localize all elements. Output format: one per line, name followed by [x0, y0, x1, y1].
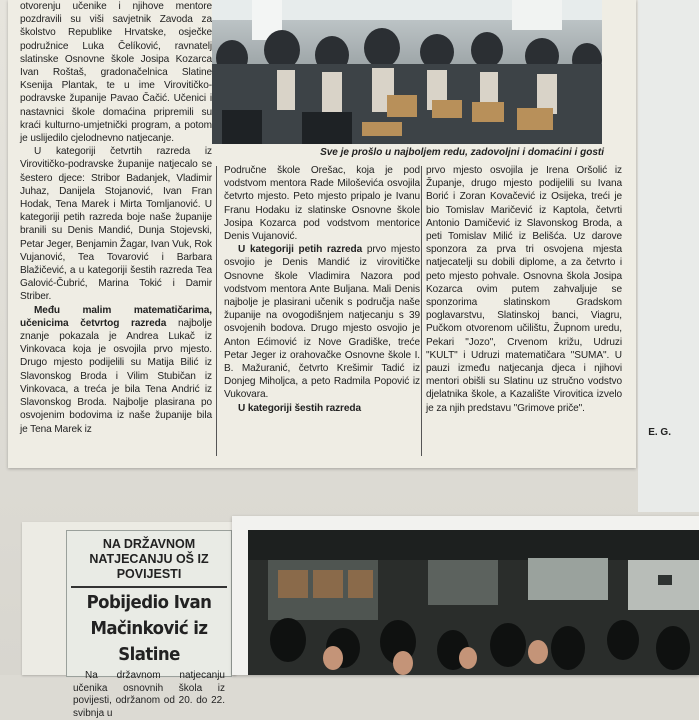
- article-paragraph: Područne škole Orešac, koja je pod vodstvom mentora Rade Miloševića osvojila četvrto mjesto. Peto mjesto pripalo je Ivanu Franu Hodaku iz slatinske Osnovne škole Josipa Kozarca pod vodstvom mentorice Denis Vujanović.: [224, 165, 420, 243]
- subheading: Među malim matematičarima, učenicima četvrtog razreda: [20, 304, 212, 329]
- article-paragraph: prvo mjesto osvojila je Irena Oršolić iz Županje, drugo mjesto podijelili su Ivana Borić i Zoran Kovačević iz Osijeka, treći je bio Tomislav Maričević iz Kaptola, četvrti Antonio Damičević iz Slavonskog Broda, a peti Tomislav Milić iz Belišća. Uz darove sponzora za prva tri osvojena mjesta natjecatelji su dobili diplome, a za četvrto i peto mjesto pohvale. Osnovna škola Josipa Kozarca ovim putem zahvaljuje se sponzorima slatinskom Gradskom poglavarstvu, Slatinskoj banci, Viagru, Pučkom otvorenom učilištu, Župnom uredu, Pekari "Jozo", Crvenom križu, Udruzi "KULT" i Udruzi matematičara "SUMA". U pauzi između natjecanja djeca i njihovi mentori obišli su Slatinu uz stručno vodstvo djelatnika škole, a Kazalište Virovitica izvelo je za njih predstavu "Grimove priče".: [426, 165, 622, 414]
- audience-photo: [212, 0, 602, 144]
- column-divider: [216, 166, 217, 456]
- article-paragraph: [224, 243, 420, 401]
- article-paragraph: [20, 304, 212, 436]
- article-column-2: [224, 164, 420, 464]
- article-column-3: [426, 164, 622, 444]
- article-paragraph: U kategoriji četvrtih razreda iz Virovitičko-podravske županije natjecalo se šestero djece: Stribor Badanjek, Vladimir Juhaz, Danijela Stojanović, Ivan Fran Hodak, Tena Marek i Mirta Tomljanović. U kategoriji petih razreda boje naše županije branili su Denis Mandić, Dunja Stojevski, Petar Jeger, Benjamin Žagar, Ivan Vuk, Rok Vujanović, Tea Tovarović i Barbara Blažičević, a u kategoriji šestih razreda Tea Galović-Čubrić, Marina Tokić i Damir Striber.: [20, 146, 212, 303]
- article-column-1: [20, 0, 212, 458]
- newspaper-clipping-2: [66, 530, 232, 719]
- article-text: prvo mjesto osvojio je Denis Mandić iz virovitičke Osnovne škole Vladimira Nazora pod vodstvom mentora Ante Buljana. Mali Denis najbolje je plasirani učenik s područja naše županije na ovogodišnjem natjecanju s 39 osvojenih bodova. Drugo mjesto osvojio je Anton Ećimović iz Nove Gradiške, treće Petar Jeger iz orahovačke Osnovne škole I. B. Mažuranić, četvrto Krešimir Tadić iz Donjeg Miholjca, a peto Radmila Popović iz Vukovara.: [224, 244, 421, 401]
- subheading: U kategoriji šestih razreda: [238, 402, 361, 414]
- clipping-kicker: NA DRŽAVNOM NATJECANJU OŠ IZ POVIJESTI: [71, 537, 227, 588]
- clipping-body: Na državnom natjecanju učenika osnovnih škola iz povijesti, održanom od 20. do 22. svibnja u: [73, 670, 225, 719]
- column-divider: [421, 166, 422, 456]
- article-paragraph: otvorenju učenike i njihove mentore pozdravili su viši savjetnik Zavoda za školstvo Republike Hrvatske, osječke podružnice Luka Čelíković, ravnatelj slatinske Osnovne škole Josipa Kozarca Ivan Roštaš, gradonačelnica Slatine Ksenija Plantak, te u ime Virovitičko-podravske županije Pavao Čačić. Učenici i nastavnici škole domaćina pripremili su kraći kulturno-umjetnički program, a potom je uslijedilo cjelodnevno natjecanje.: [20, 1, 212, 145]
- ceremony-photo: [248, 530, 699, 675]
- subheading: U kategoriji petih razreda: [238, 244, 363, 256]
- article-text: najbolje znanje pokazala je Andrea Lukač iz Vinkovaca koja je osvojila prvo mjesto. Drugo mjesto podijelili su Matija Bilić iz Slavonskog Broda i Vilim Stubičan iz Vinkovaca, a treća je bila Tena Andrić iz Slavonskog Broda. Najbolje plasirana po osvojenim bodovima iz naše županije bila je Tena Marek iz: [20, 317, 212, 435]
- author-signature: E. G.: [648, 427, 671, 438]
- article-paragraph: [224, 402, 420, 415]
- clipping-headline: Pobijedio Ivan Mačinković iz Slatine: [86, 592, 212, 665]
- photo-caption: Sve je prošlo u najboljem redu, zadovoljni i domaćini i gosti: [320, 147, 604, 158]
